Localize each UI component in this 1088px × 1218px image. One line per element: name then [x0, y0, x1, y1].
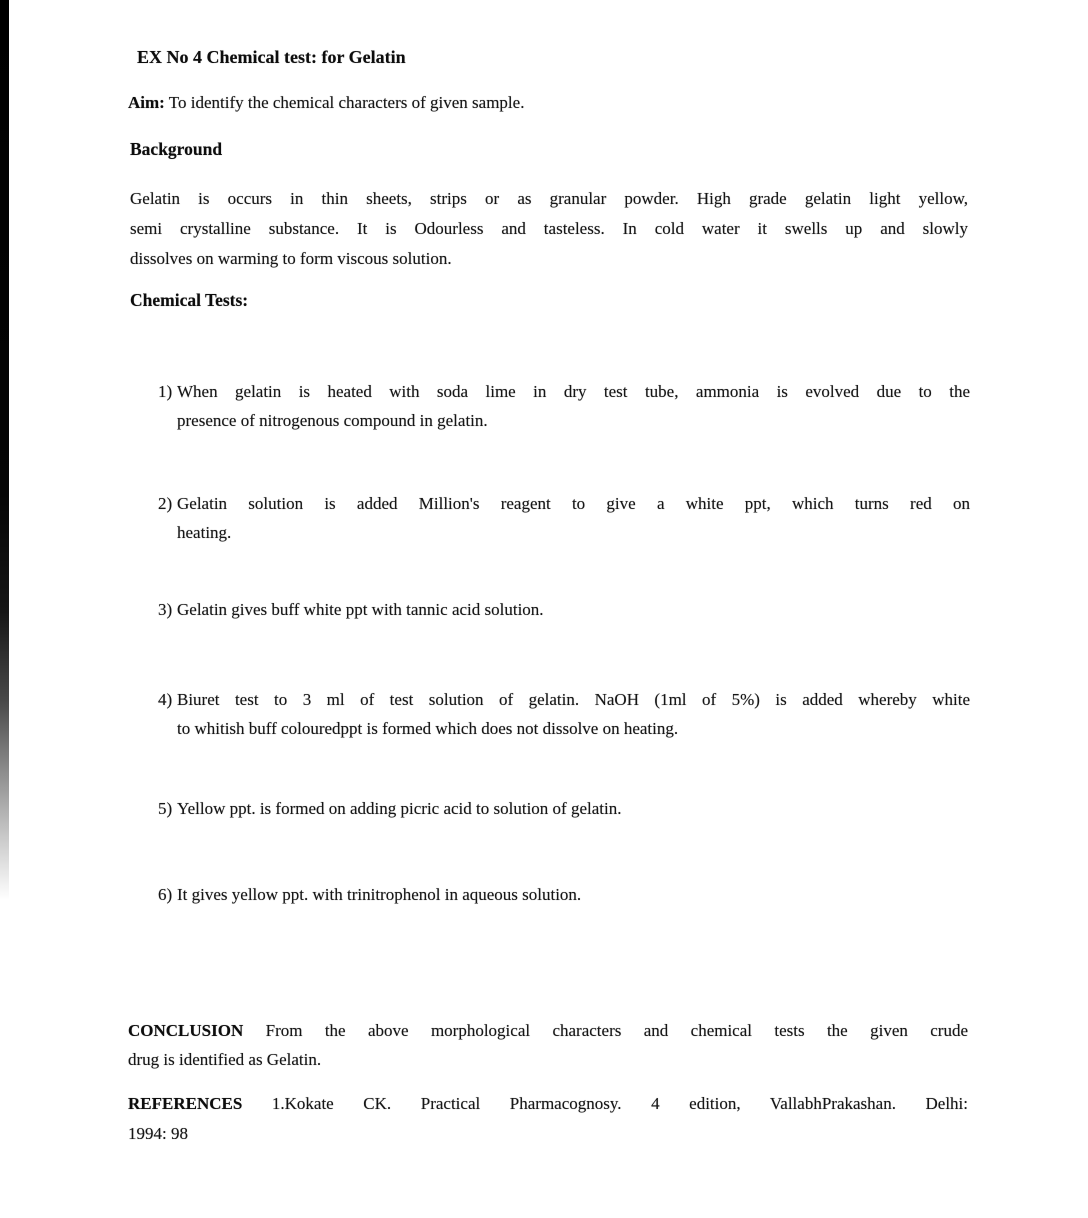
conclusion-label: CONCLUSION: [128, 1021, 244, 1040]
test-item-line: When gelatin is heated with soda lime in dry test tube, ammonia is evolved due to the: [177, 382, 970, 401]
test-item-line: Gelatin gives buff white ppt with tannic acid solution.: [177, 600, 544, 619]
test-item-line: heating.: [177, 523, 232, 542]
paragraph-line: dissolves on warming to form viscous solution.: [130, 249, 452, 268]
test-item-text: [177, 794, 970, 823]
test-item-4: [158, 685, 970, 743]
paragraph-line: Gelatin is occurs in thin sheets, strips or as granular powder. High grade gelatin light yellow,: [130, 189, 968, 208]
background-heading: Background: [130, 139, 223, 159]
test-item-line: Biuret test to 3 ml of test solution of gelatin. NaOH (1ml of 5%) is added whereby white: [177, 690, 970, 709]
aim-label: Aim:: [128, 93, 165, 112]
test-item-number: 5): [158, 799, 173, 818]
conclusion-line: [128, 1016, 968, 1045]
test-item-number: 3): [158, 600, 173, 619]
test-item-line: to whitish buff colouredppt is formed which does not dissolve on heating.: [177, 719, 679, 738]
paragraph-line: semi crystalline substance. It is Odourless and tasteless. In cold water it swells up and slowly: [130, 219, 968, 238]
references-line: 1994: 98: [128, 1124, 188, 1143]
test-item-text: [177, 685, 970, 743]
test-item-line: presence of nitrogenous compound in gelatin.: [177, 411, 488, 430]
references-text: 1.Kokate CK. Practical Pharmacognosy. 4 edition, VallabhPrakashan. Delhi:: [271, 1094, 969, 1113]
background-paragraph: [130, 184, 968, 274]
conclusion-line: drug is identified as Gelatin.: [128, 1050, 322, 1069]
test-item-text: [177, 489, 970, 547]
test-item-number: 4): [158, 690, 173, 709]
test-item-line: Yellow ppt. is formed on adding picric acid to solution of gelatin.: [177, 799, 622, 818]
test-item-text: [177, 595, 970, 624]
conclusion-paragraph: [128, 1016, 968, 1074]
document-title: EX No 4 Chemical test: for Gelatin: [137, 47, 406, 67]
conclusion-text: From the above morphological characters and chemical tests the given crude: [265, 1021, 969, 1040]
test-item-6: [158, 880, 970, 909]
test-item-1: [158, 377, 970, 435]
test-item-2: [158, 489, 970, 547]
aim-line: [128, 88, 524, 117]
aim-text: To identify the chemical characters of given sample.: [168, 93, 525, 112]
test-item-text: [177, 880, 970, 909]
test-item-3: [158, 595, 970, 624]
test-item-number: 1): [158, 382, 173, 401]
test-item-number: 2): [158, 494, 173, 513]
references-line: [128, 1089, 968, 1119]
test-item-5: [158, 794, 970, 823]
references-paragraph: [128, 1089, 968, 1149]
scan-edge-artifact: [0, 0, 9, 900]
test-item-number: 6): [158, 885, 173, 904]
test-item-line: It gives yellow ppt. with trinitrophenol in aqueous solution.: [177, 885, 582, 904]
test-item-text: [177, 377, 970, 435]
test-item-line: Gelatin solution is added Million's reagent to give a white ppt, which turns red on: [177, 494, 970, 513]
references-label: REFERENCES: [128, 1094, 243, 1113]
chemical-tests-heading: Chemical Tests:: [130, 290, 249, 310]
